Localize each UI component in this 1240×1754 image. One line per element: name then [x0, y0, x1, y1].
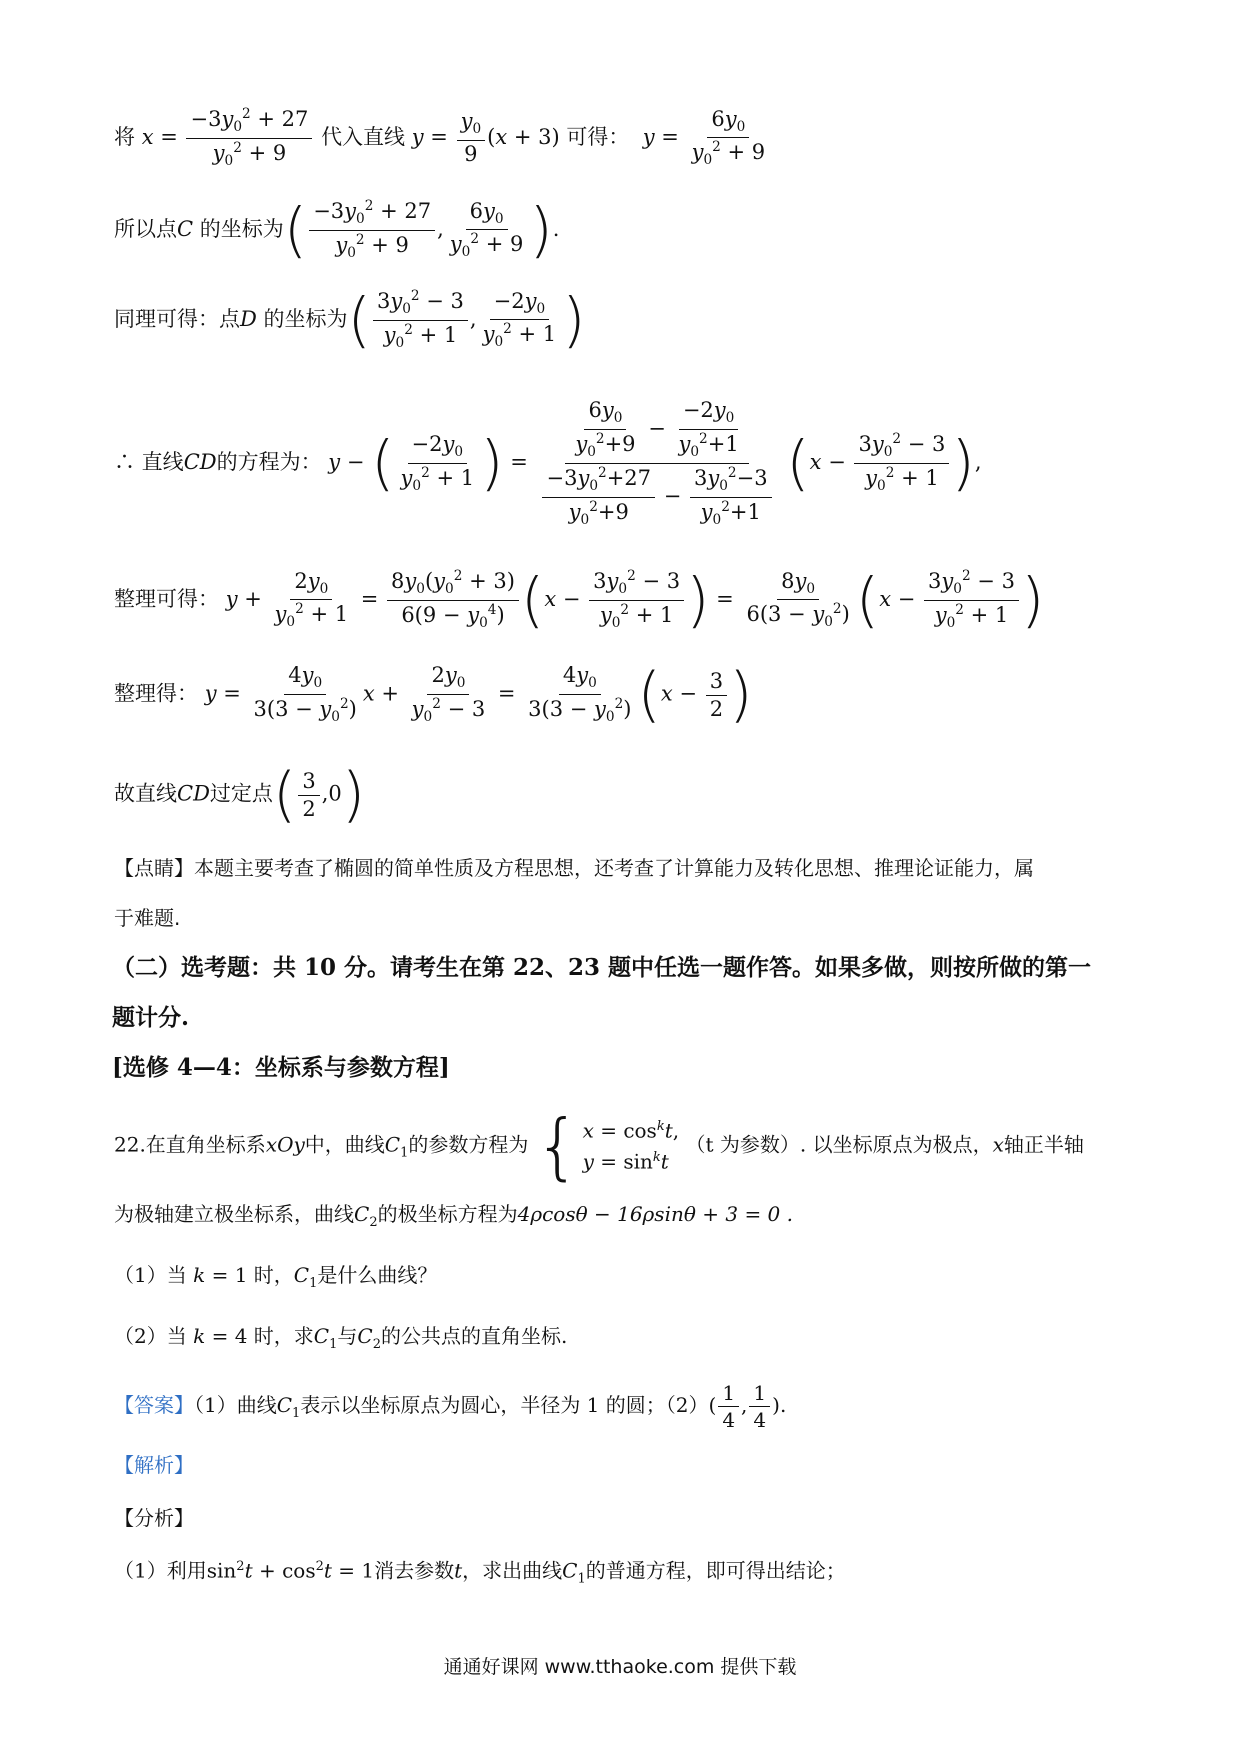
- text: 是什么曲线？: [317, 1263, 438, 1287]
- text: （t 为参数）. 以坐标原点为极点，: [685, 1132, 993, 1157]
- text: 中，曲线: [304, 1132, 385, 1157]
- text: 的公共点的直角坐标.: [380, 1324, 568, 1348]
- line-point-c: 所以点C 的坐标为( $\frac{-3y_0^2 + 27}{y_0^2 + 9}$ , $\frac{6y_0}{y_0^2 + 9}$ ).: [114, 195, 560, 266]
- answer-label: 【答案】: [114, 1393, 194, 1417]
- text: 与: [337, 1324, 358, 1348]
- text: 的坐标为: [199, 216, 284, 241]
- text: 的坐标为: [263, 306, 348, 331]
- line-fixed-point: 故直线CD过定点( $\frac{3}{2}$ ,0): [114, 760, 366, 830]
- text: 时，: [253, 1263, 294, 1287]
- question-22-line-2: 为极轴建立极坐标系，曲线$C_2$的极坐标方程为4ρcosθ − 16ρsinθ + 3 = 0 .: [114, 1202, 793, 1230]
- section-line-1: （二）选考题：共 10 分。请考生在第 22、23 题中任选一题作答。如果多做，则按所做的第一: [112, 954, 1092, 981]
- text: 的极坐标方程为: [377, 1202, 518, 1226]
- equation: 4ρcosθ − 16ρsinθ + 3 = 0 .: [517, 1202, 793, 1226]
- text: ∴ 直线: [114, 450, 184, 475]
- comment-line-1: 【点睛】本题主要考查了椭圆的简单性质及方程思想，还考查了计算能力及转化思想、推理论证能力，属: [114, 856, 1034, 880]
- analysis-line-1: （1）利用$\sin^2t + \cos^2t = 1$消去参数t，求出曲线$C_1$的普通方程，即可得出结论；: [114, 1558, 846, 1587]
- answer-line: 【答案】（1）曲线$C_1$表示以坐标原点为圆心，半径为 1 的圆；（2）( $\frac{1}{4}$ , $\frac{1}{4}$ ).: [114, 1381, 787, 1432]
- line-point-d: 同理可得：点D 的坐标为( $\frac{3y_0^2 - 3}{y_0^2 + 1}$ , $\frac{-2y_0}{y_0^2 + 1}$ ): [114, 285, 586, 356]
- comment-line-2: 于难题.: [114, 906, 181, 930]
- text: 为极轴建立极坐标系，曲线: [114, 1202, 354, 1226]
- text: 整理可得：: [114, 586, 219, 611]
- text: 表示以坐标原点为圆心，半径为 1 的圆；（2）: [300, 1393, 709, 1417]
- text: （1）曲线: [194, 1393, 277, 1417]
- page-footer: 通通好课网 www.tthaoke.com 提供下载: [443, 1656, 797, 1678]
- sub-question-2: （2）当 k = 4 时，求$C_1$与$C_2$的公共点的直角坐标.: [114, 1324, 568, 1352]
- text: 可得：: [566, 124, 630, 149]
- text: 故直线: [114, 781, 177, 806]
- section-line-2: 题计分.: [112, 1004, 190, 1031]
- fenxi-label: 【分析】: [114, 1506, 194, 1530]
- text: 代入直线: [321, 124, 406, 149]
- text: 轴正半轴: [1003, 1132, 1084, 1157]
- line-simplify-1: 整理可得： y + $\frac{2y_0}{y_0^2 + 1}$ = $\frac{8y_0(y_0^2 + 3)}{6(9 - y_0^4)}$ (x − $\frac{3y_0^2 - 3}{y_0^2 + 1}$ ) = $\frac{8y_0}{6(3 - y_0^2)}$ (x − $\frac{3y_0^2 - 3}{y_0^2 + 1}$ ): [114, 565, 1045, 636]
- elective-heading: [选修 4—4：坐标系与参数方程]: [112, 1054, 450, 1081]
- line-cd-equation: ∴ 直线CD的方程为： y − ( $\frac{-2y_0}{y_0^2 + 1}$ ) = $\frac{6y_0}{y_0^2+9}$ − $\frac{-2y_0}{y_0^2+1}$ $\frac{-3y_0^2+27}{y_0^2+9}$ − $\frac{3y_0^2-3}{y_0^2+1}$ (x − $\frac{3y_0^2 - 3}{y_0^2 + 1}$ ),: [114, 398, 982, 528]
- text: （1）当: [114, 1263, 187, 1287]
- text: 的参数方程为: [408, 1132, 529, 1157]
- text: 同理可得：点: [114, 306, 240, 331]
- sub-question-1: （1）当 k = 1 时，$C_1$是什么曲线？: [114, 1263, 438, 1291]
- question-22-line-1: 22.在直角坐标系xOy中，曲线$C_1$的参数方程为 { $x = \cos^kt$, $y = \sin^kt$ （t 为参数）. 以坐标原点为极点，x轴正半轴: [114, 1104, 1084, 1188]
- text: 时，求: [253, 1324, 314, 1348]
- text: 所以点: [114, 216, 177, 241]
- text: ，求出曲线: [462, 1558, 563, 1583]
- text: 将: [114, 124, 135, 149]
- text: 的方程为：: [216, 450, 322, 475]
- text: 的普通方程，即可得出结论；: [585, 1558, 846, 1583]
- line-simplify-2: 整理得： y = $\frac{4y_0}{3(3 - y_0^2)}$ x + $\frac{2y_0}{y_0^2 - 3}$ = $\frac{4y_0}{3(3 - y_0^2)}$ (x − $\frac{3}{2}$ ): [114, 660, 753, 730]
- analysis-label: 【解析】: [114, 1453, 194, 1477]
- text: 消去参数: [374, 1558, 455, 1583]
- text: （1）利用: [114, 1558, 207, 1583]
- text: 过定点: [209, 781, 273, 806]
- text: 22.在直角坐标系: [114, 1132, 266, 1157]
- text: （2）当: [114, 1324, 187, 1348]
- line-substitute: 将 x = $\frac{-3y_0^2 + 27}{y_0^2 + 9}$ 代入直线 y = $\frac{y_0}{9}$ (x + 3) 可得： y = $\frac{6y_0}{y_0^2 + 9}$: [114, 106, 766, 170]
- text: 整理得：: [114, 681, 198, 706]
